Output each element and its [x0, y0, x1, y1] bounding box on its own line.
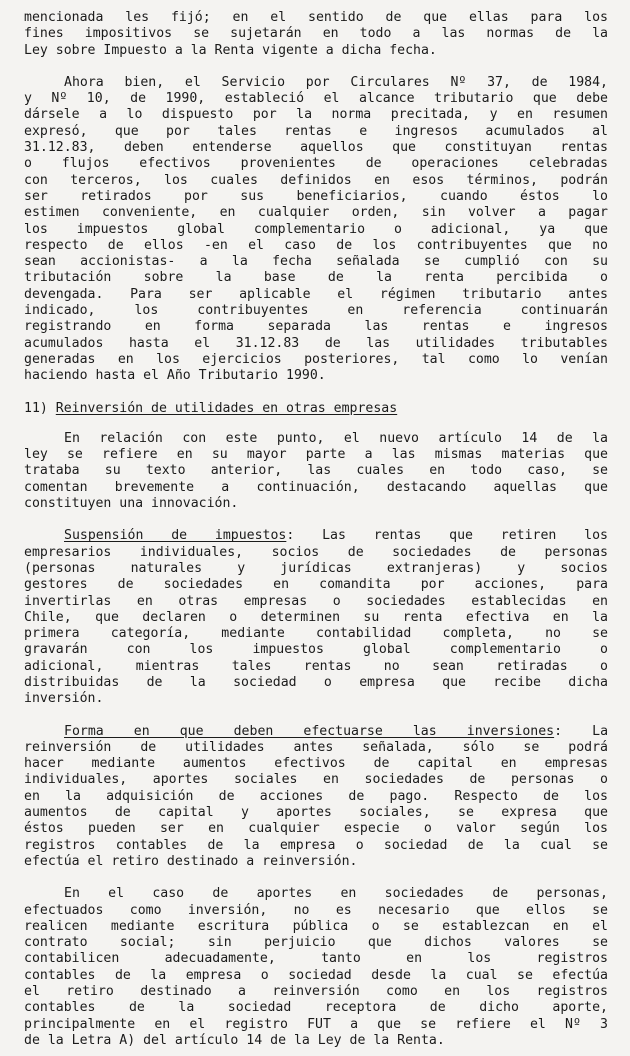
text-line: mencionada les fijó; en el sentido de que ellas para los: [24, 10, 608, 25]
text-line: aumentos de capital y aportes sociales, se expresa que: [24, 805, 608, 821]
text-line: haciendo hasta el Año Tributario 1990.: [24, 368, 326, 384]
text-line: Ahora bien, el Servicio por Circulares Nº 37, de 1984,: [64, 74, 608, 90]
text-line: empresarios individuales, socios de sociedades de personas: [24, 544, 608, 560]
text-line: contrato social; sin perjuicio que dichos valores se: [24, 935, 608, 951]
text-line: (personas naturales y jurídicas extranjeras) y socios: [24, 560, 608, 576]
paragraph-forma: [24, 724, 608, 871]
text-line: comentan brevemente a continuación, destacando aquellas que: [24, 479, 608, 495]
text-line: estimen conveniente, en cualquier orden, sin volver a pagar: [24, 205, 608, 221]
text-line: adicional, mientras tales rentas no sean retiradas o: [24, 658, 608, 674]
text-line: con terceros, los cuales definidos en esos términos, podrán: [24, 172, 608, 188]
text-line: En el caso de aportes en sociedades de personas,: [64, 886, 608, 902]
text-line: En relación con este punto, el nuevo artículo 14 de la: [64, 430, 608, 446]
text-line: registrando en forma separada las rentas e ingresos: [24, 319, 608, 335]
text-line: efectúa el retiro destinado a reinversión.: [24, 853, 358, 869]
text-line: efectuados como inversión, no es necesario que ellos se: [24, 902, 608, 918]
text-line: expresó, que por tales rentas e ingresos acumulados al: [24, 123, 608, 139]
paragraph-suspension: [24, 528, 608, 707]
text-line: principalmente en el registro FUT a que se refiere el Nº 3: [24, 1016, 608, 1032]
text-line: inversión.: [24, 691, 104, 707]
text-line: trataba su texto anterior, las cuales en todo caso, se: [24, 463, 608, 479]
text-line: distribuidas de la sociedad o empresa que recibe dicha: [24, 674, 608, 690]
text-line: en la adquisición de acciones de pago. Respecto de los: [24, 788, 608, 804]
text-line: contabilicen adecuadamente, tanto en los registros: [24, 951, 608, 967]
subheading-suspension: Suspensión de impuestos: [64, 528, 287, 544]
section-number: 11): [24, 400, 48, 416]
text-line: dársele a lo dispuesto por la norma precitada, y en resumen: [24, 107, 608, 123]
text-line: o flujos efectivos provenientes de operaciones celebradas: [24, 156, 608, 172]
text-line: contables de la empresa o sociedad desde la cual se efectúa: [24, 967, 608, 983]
section-title: Reinversión de utilidades en otras empresas: [55, 400, 398, 416]
text-line: devengada. Para ser aplicable el régimen tributario antes: [24, 286, 608, 302]
text-line: tributación sobre la base de la renta percibida o: [24, 270, 608, 286]
text-fragment: : La: [554, 723, 608, 739]
subheading-forma: Forma en que deben efectuarse las inversiones: [64, 723, 555, 739]
text-line: reinversión de utilidades antes señalada, sólo se podrá: [24, 739, 608, 755]
text-line: invertirlas en otras empresas o sociedades establecidas en: [24, 593, 608, 609]
paragraph-aportes: [24, 886, 608, 1049]
text-line: Chile, que declaren o determinen su renta efectiva en la: [24, 609, 608, 625]
text-line: primera categoría, mediante contabilidad completa, no se: [24, 626, 608, 642]
text-line: [24, 528, 608, 544]
text-line: el retiro destinado a reinversión como en los registros: [24, 984, 608, 1000]
text-line: y Nº 10, de 1990, estableció el alcance tributario que debe: [24, 91, 608, 107]
text-line: constituyen una innovación.: [24, 496, 239, 512]
text-line: sean accionistas- a la fecha señalada se cumplió con su: [24, 254, 608, 270]
text-line: [24, 724, 608, 740]
text-line: realicen mediante escritura pública o se establezcan en el: [24, 918, 608, 934]
text-line: respecto de ellos -en el caso de los contribuyentes que no: [24, 237, 608, 253]
text-line: Ley sobre Impuesto a la Renta vigente a dicha fecha.: [24, 42, 437, 58]
text-line: 31.12.83, deben entenderse aquellos que constituyan rentas: [24, 140, 608, 156]
text-line: individuales, aportes sociales en sociedades de personas o: [24, 772, 608, 788]
paragraph-continuation: [24, 10, 608, 59]
text-line: de la Letra A) del artículo 14 de la Ley de la Renta.: [24, 1032, 445, 1048]
text-line: acumulados hasta el 31.12.83 de las utilidades tributables: [24, 335, 608, 351]
text-line: indicado, los contribuyentes en referencia continuarán: [24, 303, 608, 319]
text-line: fines impositivos se sujetarán en todo a las normas de la: [24, 26, 608, 42]
text-line: generadas en los ejercicios posteriores, tal como lo venían: [24, 351, 608, 367]
text-line: gestores de sociedades en comandita por acciones, para: [24, 577, 608, 593]
text-line: hacer mediante aumentos efectivos de capital en empresas: [24, 756, 608, 772]
text-line: gravarán con los impuestos global complementario o: [24, 642, 608, 658]
text-line: registros contables de la empresa o sociedad de la cual se: [24, 837, 608, 853]
text-line: ley se refiere en su mayor parte a las mismas materias que: [24, 447, 608, 463]
text-line: éstos pueden ser en cualquier especie o valor según los: [24, 821, 608, 837]
text-line: los impuestos global complementario o adicional, ya que: [24, 221, 608, 237]
text-line: ser retirados por sus beneficiarios, cuando éstos lo: [24, 188, 608, 204]
paragraph-circulares: [24, 75, 608, 385]
text-line: contables de la sociedad receptora de dicho aporte,: [24, 1000, 608, 1016]
section-heading: [24, 401, 608, 417]
text-fragment: : Las rentas que retiren los: [286, 528, 608, 544]
paragraph-relacion: [24, 431, 608, 512]
